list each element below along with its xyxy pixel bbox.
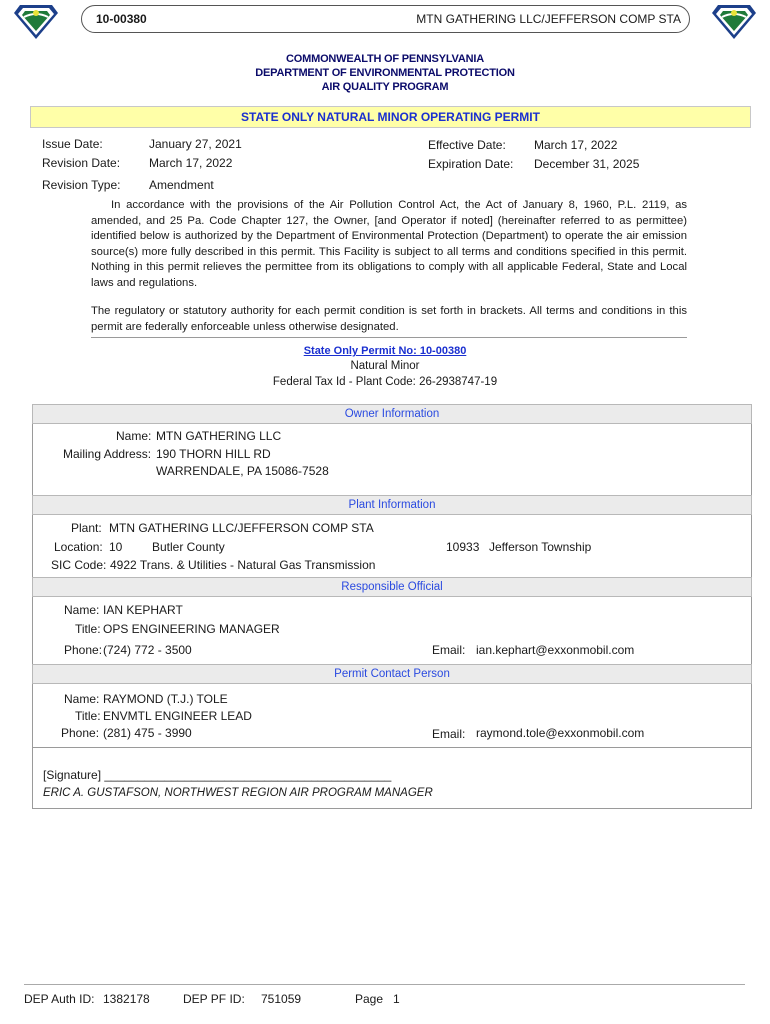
- divider: [91, 337, 687, 338]
- responsible-title-label: Title:: [75, 622, 101, 636]
- auth-id: 1382178: [103, 992, 150, 1006]
- page-label: Page: [355, 992, 384, 1006]
- township: Jefferson Township: [489, 540, 592, 554]
- county: Butler County: [152, 540, 225, 554]
- authority-paragraph: The regulatory or statutory authority for each permit condition is set forth in brackets. All terms and conditions in this permit are federally enforceable unless otherwise designated.: [91, 305, 687, 333]
- location-label: Location:: [54, 540, 103, 554]
- agency-line-3: AIR QUALITY PROGRAM: [321, 81, 449, 93]
- plant-heading: Plant Information: [348, 499, 436, 511]
- responsible-section-header: [32, 577, 752, 597]
- municipality-code: 10933: [446, 540, 480, 554]
- agency-line-1: COMMONWEALTH OF PENNSYLVANIA: [286, 53, 484, 65]
- contact-email-label: Email:: [432, 727, 466, 741]
- owner-section-header: [32, 404, 752, 424]
- permit-title: STATE ONLY NATURAL MINOR OPERATING PERMIT: [241, 110, 540, 124]
- contact-title-label: Title:: [75, 709, 101, 723]
- expiration-date-value: December 31, 2025: [534, 157, 640, 171]
- contact-name: RAYMOND (T.J.) TOLE: [103, 692, 228, 706]
- header-facility-name: MTN GATHERING LLC/JEFFERSON COMP STA: [416, 12, 681, 26]
- permit-number-link[interactable]: State Only Permit No: 10-00380: [303, 345, 467, 357]
- sic-code-label: SIC Code:: [51, 558, 107, 572]
- plant-name: MTN GATHERING LLC/JEFFERSON COMP STA: [109, 521, 374, 535]
- owner-heading: Owner Information: [344, 408, 440, 420]
- revision-type-label: Revision Type:: [42, 178, 121, 192]
- contact-name-label: Name:: [64, 692, 100, 706]
- page-number: 1: [393, 992, 400, 1006]
- responsible-heading: Responsible Official: [341, 581, 443, 593]
- pf-id: 751059: [261, 992, 302, 1006]
- signer-name: ERIC A. GUSTAFSON, NORTHWEST REGION AIR PROGRAM MANAGER: [43, 787, 433, 799]
- permit-category: Natural Minor: [350, 360, 420, 372]
- effective-date-label: Effective Date:: [428, 138, 506, 152]
- signature-divider: [32, 747, 752, 748]
- owner-name: MTN GATHERING LLC: [156, 429, 282, 443]
- owner-name-label: Name:: [116, 429, 152, 443]
- plant-section-header: [32, 495, 752, 515]
- agency-line-2: DEPARTMENT OF ENVIRONMENTAL PROTECTION: [255, 67, 515, 79]
- contact-heading: Permit Contact Person: [334, 668, 450, 680]
- sic-code: 4922 Trans. & Utilities - Natural Gas Transmission: [110, 558, 376, 572]
- responsible-phone-label: Phone:: [64, 643, 103, 657]
- issue-date-value: January 27, 2021: [149, 137, 242, 151]
- signature-line: [Signature] ___________________________________________: [43, 768, 392, 782]
- effective-date-value: March 17, 2022: [534, 138, 618, 152]
- footer-divider: [24, 984, 745, 985]
- expiration-date-label: Expiration Date:: [428, 157, 514, 171]
- responsible-title: OPS ENGINEERING MANAGER: [103, 622, 280, 636]
- contact-email[interactable]: raymond.tole@exxonmobil.com: [476, 726, 645, 740]
- responsible-email[interactable]: ian.kephart@exxonmobil.com: [476, 643, 635, 657]
- permit-title-banner: [30, 106, 751, 128]
- responsible-name-label: Name:: [64, 603, 100, 617]
- auth-id-label: DEP Auth ID:: [24, 992, 95, 1006]
- responsible-phone: (724) 772 - 3500: [103, 643, 192, 657]
- mailing-address-line2: WARRENDALE, PA 15086-7528: [156, 464, 329, 478]
- mailing-address-line1: 190 THORN HILL RD: [156, 447, 271, 461]
- issue-date-label: Issue Date:: [42, 137, 103, 151]
- responsible-name: IAN KEPHART: [103, 603, 183, 617]
- header-permit-id: 10-00380: [96, 12, 147, 26]
- revision-date-label: Revision Date:: [42, 156, 121, 170]
- pf-id-label: DEP PF ID:: [183, 992, 245, 1006]
- revision-date-value: March 17, 2022: [149, 156, 233, 170]
- contact-phone: (281) 475 - 3990: [103, 726, 192, 740]
- location-code: 10: [109, 540, 123, 554]
- pa-keystone-logo-icon: [14, 3, 58, 39]
- contact-phone-label: Phone:: [61, 726, 100, 740]
- contact-section-header: [32, 664, 752, 684]
- revision-type-value: Amendment: [149, 178, 214, 192]
- federal-tax-id: Federal Tax Id - Plant Code: 26-2938747-19: [272, 376, 498, 388]
- mailing-address-label: Mailing Address:: [63, 447, 152, 461]
- pa-keystone-logo-icon: [712, 3, 756, 39]
- contact-title: ENVMTL ENGINEER LEAD: [103, 709, 252, 723]
- plant-label: Plant:: [71, 521, 102, 535]
- authorization-paragraph: In accordance with the provisions of the Air Pollution Control Act, the Act of January 8, 1960, P.L. 2119, as amended, and 25 Pa. Code Chapter 127, the Owner, [and Operator if noted] (hereinafter referred to as permittee) identified below is authorized by the Department of Environmental Protection (Department) to operate the air emission source(s) more fully described in this permit. This Facility is subject to all terms and conditions specified in this permit. Nothing in this permit relieves the permittee from its obligations to comply with all applicable Federal, State and Local laws and regulations.: [91, 199, 687, 289]
- page-header: [81, 5, 690, 33]
- responsible-email-label: Email:: [432, 643, 466, 657]
